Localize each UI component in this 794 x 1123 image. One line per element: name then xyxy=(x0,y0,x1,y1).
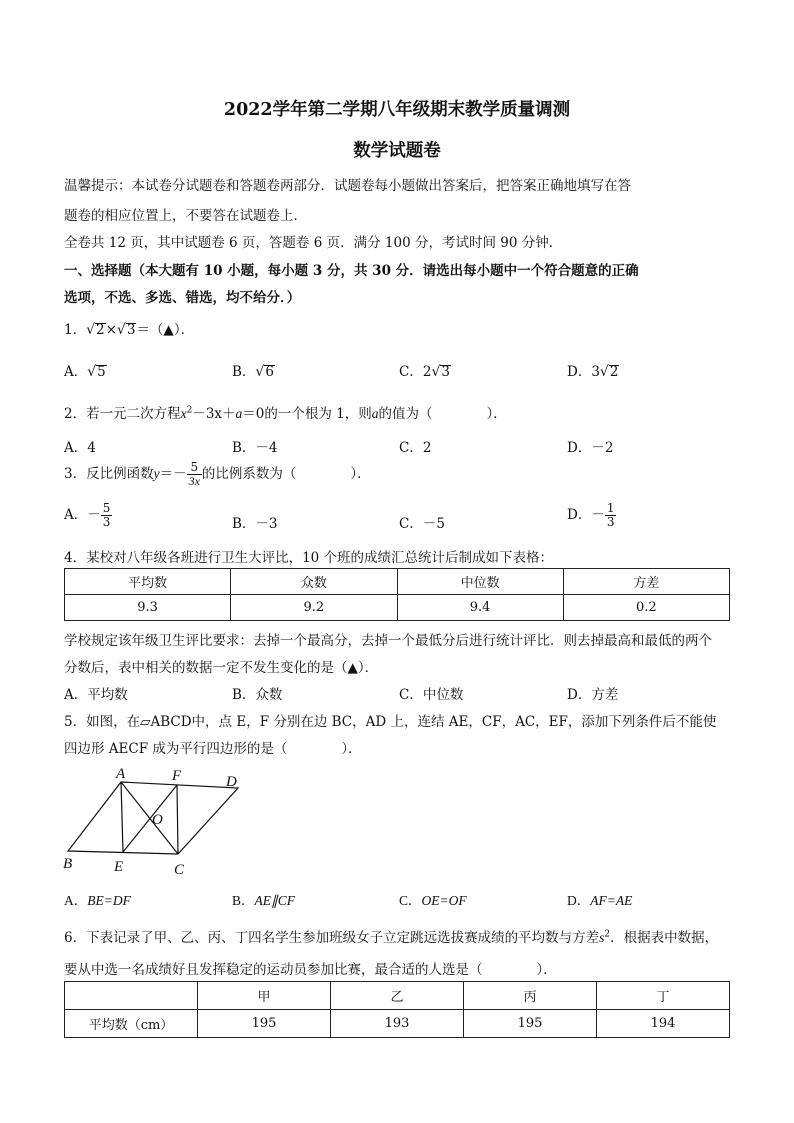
question-1: 1．√2×√3＝（▲）． xyxy=(64,322,195,338)
exam-info: 全卷共 12 页，其中试题卷 6 页，答题卷 6 页．满分 100 分，考试时间 90 分钟． xyxy=(64,235,563,251)
q3-option-b[interactable]: B．－3 xyxy=(232,516,278,532)
question-5-line-1: 5．如图，在▱ABCD中，点 E，F 分别在边 BC，AD 上，连结 AE，CF，AC，EF，添加下列条件后不能使 xyxy=(64,714,717,730)
q5-option-b[interactable]: B．AE∥CF xyxy=(232,893,296,908)
table-header-row: 平均数 众数 中位数 方差 xyxy=(65,569,730,595)
label-o: O xyxy=(152,812,163,828)
q2-option-b[interactable]: B．－4 xyxy=(232,440,278,456)
question-2: 2．若一元二次方程$x^2-3x+a=0$的一个根为 1，则a的值为（ ）． xyxy=(64,405,507,422)
q5-option-d[interactable]: D．AF=AE xyxy=(567,893,633,908)
question-5-line-2: 四边形 AECF 成为平行四边形的是（ ）． xyxy=(64,741,362,757)
parallelogram-figure xyxy=(58,762,258,878)
question-6-line-2: 要从中选一名成绩好且发挥稳定的运动员参加比赛，最合适的人选是（ ）． xyxy=(64,962,557,978)
tip-line-2: 题卷的相应位置上，不要答在试题卷上． xyxy=(64,208,307,224)
q1-times: × xyxy=(105,322,117,338)
q3-option-c[interactable]: C．－5 xyxy=(399,516,445,532)
q2-option-c[interactable]: C．2 xyxy=(399,440,432,456)
label-b: B xyxy=(63,856,73,872)
section-heading-line-2: 选项，不选、多选、错选，均不给分．） xyxy=(64,290,301,306)
q1-tail: ＝（▲）． xyxy=(136,322,195,338)
q2-option-d[interactable]: D．－2 xyxy=(567,440,614,456)
q1-number: 1． xyxy=(64,322,87,338)
segment-cf xyxy=(177,785,178,854)
section-heading-line-1: 一、选择题（本大题有 10 小题，每小题 3 分，共 30 分．请选出每小题中一个符合题意的正确 xyxy=(64,263,639,279)
q1-radicand-1: 2 xyxy=(96,322,105,338)
segment-ae xyxy=(121,782,123,852)
q6-score-table xyxy=(64,981,730,1038)
q5-option-a[interactable]: A．BE=DF xyxy=(64,893,131,908)
q4-rule-line-2: 分数后，表中相关的数据一定不发生变化的是（▲）． xyxy=(64,660,379,676)
q4-rule-line-1: 学校规定该年级卫生评比要求：去掉一个最高分，去掉一个最低分后进行统计评比．则去掉最高和最低的两个 xyxy=(64,633,712,649)
label-c: C xyxy=(174,862,185,878)
question-3: 3．反比例函数y＝－ $\frac{5}{3x}$ 的比例系数为（ ）． xyxy=(64,460,371,488)
q5-option-c[interactable]: C．OE=OF xyxy=(399,893,467,908)
label-f: F xyxy=(172,768,182,784)
q2-option-a[interactable]: A．4 xyxy=(64,440,96,456)
q3-fraction: $\frac{5}{3x}$ xyxy=(188,460,200,488)
label-e: E xyxy=(114,859,124,875)
tip-line-1: 温馨提示：本试卷分试题卷和答题卷两部分．试题卷每小题做出答案后，把答案正确地填写在答 xyxy=(64,178,631,194)
table-row: 平均数（cm） 195 193 195 194 xyxy=(65,1010,730,1038)
table-header-row: 甲 乙 丙 丁 xyxy=(65,982,730,1010)
q4-option-c[interactable]: C．中位数 xyxy=(399,687,464,703)
q1-option-b[interactable]: B．√6 xyxy=(232,364,274,380)
q3-option-d[interactable]: D．－ $\frac{1}{3}$ xyxy=(567,501,615,529)
q4-option-d[interactable]: D．方差 xyxy=(567,687,619,703)
q4-stats-table xyxy=(64,568,730,621)
q1-radicand-2: 3 xyxy=(126,322,136,338)
q4-option-a[interactable]: A．平均数 xyxy=(64,687,128,703)
question-4-stem: 4．某校对八年级各班进行卫生大评比，10 个班的成绩汇总统计后制成如下表格： xyxy=(64,550,554,566)
exam-title: 2022学年第二学期八年级期末教学质量调测 xyxy=(223,100,571,120)
q1-option-c[interactable]: C．2√3 xyxy=(399,364,450,380)
table-row: 9.3 9.2 9.4 0.2 xyxy=(65,595,730,621)
question-6-line-1: 6．下表记录了甲、乙、丙、丁四名学生参加班级女子立定跳远选拔赛成绩的平均数与方差$s^2$．根据表中数据， xyxy=(64,929,719,946)
q1-option-d[interactable]: D．3√2 xyxy=(567,364,619,380)
label-d: D xyxy=(226,774,237,790)
q4-option-b[interactable]: B．众数 xyxy=(232,687,283,703)
q1-option-a[interactable]: A．√5 xyxy=(64,364,106,380)
exam-subtitle: 数学试题卷 xyxy=(353,141,441,161)
q3-option-a[interactable]: A．－ $\frac{5}{3}$ xyxy=(64,501,111,529)
label-a: A xyxy=(116,766,126,782)
